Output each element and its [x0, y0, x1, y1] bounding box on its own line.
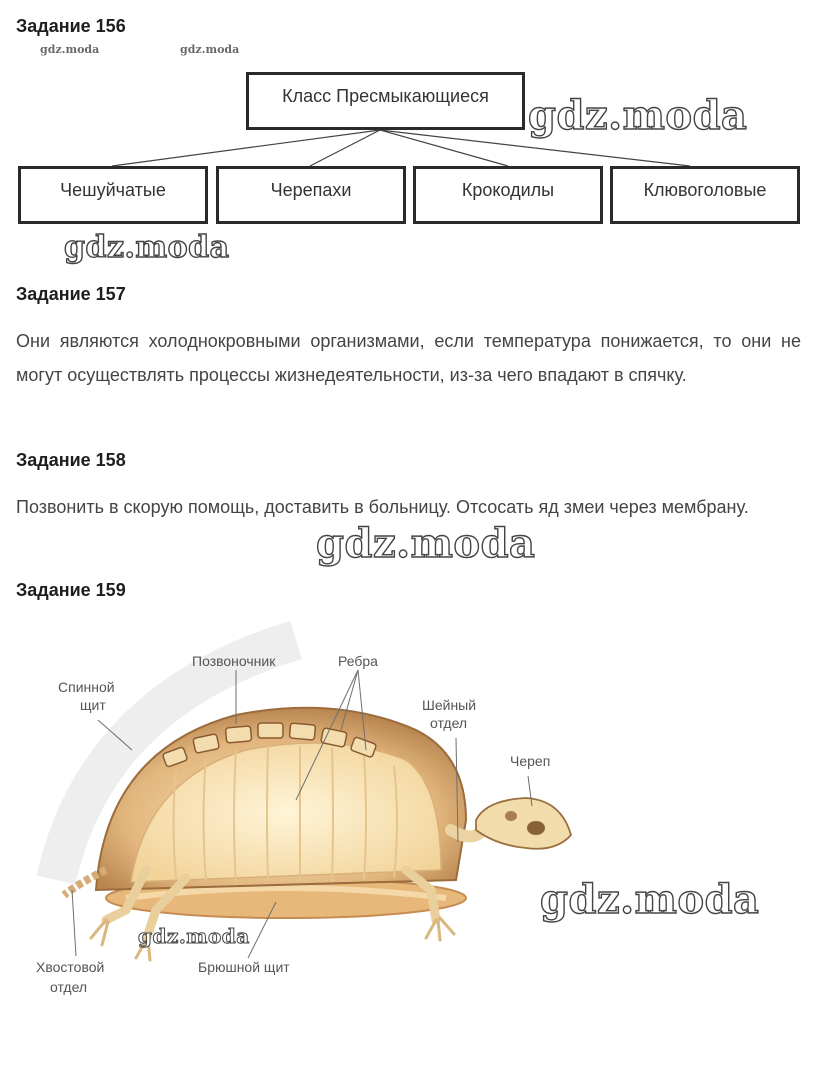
root-label: Класс Пресмыкающиеся — [282, 85, 489, 106]
watermark-large: gdz.moda — [138, 924, 250, 948]
watermark-small: gdz.moda — [40, 43, 100, 56]
label-skull: Череп — [510, 753, 551, 769]
task-159-heading: Задание 159 — [16, 580, 126, 600]
task-157-heading: Задание 157 — [16, 284, 126, 304]
label-spine: Позвоночник — [192, 653, 276, 669]
watermark-large: gdz.moda — [316, 520, 536, 567]
label-neck-line1: Шейный — [422, 697, 477, 713]
skull-shape — [476, 798, 571, 849]
node-label: Черепахи — [270, 179, 352, 200]
diagram-node-crocodiles — [413, 166, 603, 224]
node-label: Крокодилы — [461, 179, 555, 200]
node-label: Клювоголовые — [643, 179, 767, 200]
label-tail-line2: отдел — [50, 979, 88, 995]
diagram-node-rhynchocephalia — [610, 166, 800, 224]
diagram-node-turtles — [216, 166, 406, 224]
label-tail-line1: Хвостовой — [36, 959, 105, 975]
task-156-heading: Задание 156 — [16, 16, 126, 36]
task-158-answer: Позвонить в скорую помощь, доставить в больницу. Отсосать яд змеи через мембрану. — [16, 497, 749, 517]
label-spinal-shield-line1: Спинной — [58, 679, 115, 695]
watermark-large: gdz.moda — [64, 230, 230, 265]
diagram-node-squamata — [18, 166, 208, 224]
watermark-large: gdz.moda — [528, 92, 748, 139]
label-neck-line2: отдел — [430, 715, 468, 731]
turtle-skeleton-illustration — [36, 620, 796, 1020]
diagram-root-class-reptiles — [246, 72, 525, 130]
watermark-small: gdz.moda — [180, 43, 240, 56]
node-label: Чешуйчатые — [60, 179, 166, 200]
watermark-large: gdz.moda — [540, 876, 760, 923]
label-belly-shield: Брюшной щит — [198, 959, 290, 975]
task-157-answer: Они являются холоднокровными организмами, если температура понижается, то они не могут осуществлять процессы жизнедеятельности, из-за чего впадают в спячку. — [16, 331, 801, 385]
label-spinal-shield-line2: щит — [80, 697, 106, 713]
label-ribs: Ребра — [338, 653, 378, 669]
task-158-heading: Задание 158 — [16, 450, 126, 470]
